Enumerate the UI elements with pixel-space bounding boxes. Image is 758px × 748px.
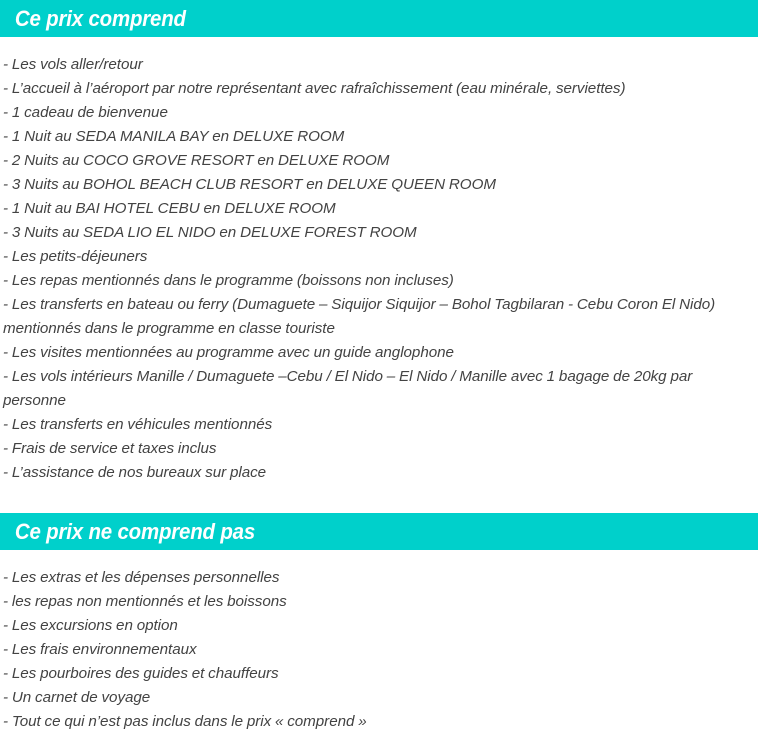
- list-item: - 2 Nuits au COCO GROVE RESORT en DELUXE ROOM: [3, 152, 390, 169]
- list-item: - Un carnet de voyage: [3, 689, 151, 706]
- list-item: - Les vols aller/retour: [3, 56, 143, 73]
- section-body-excluded: [0, 550, 758, 734]
- section-header-included: [0, 0, 758, 37]
- section-header-excluded: [0, 513, 758, 550]
- list-item: - 3 Nuits au SEDA LIO EL NIDO en DELUXE FOREST ROOM: [3, 224, 417, 241]
- list-item: - les repas non mentionnés et les boissons: [3, 593, 287, 610]
- list-item: - L’assistance de nos bureaux sur place: [3, 464, 267, 481]
- list-item: - Les repas mentionnés dans le programme (boissons non incluses): [3, 272, 454, 289]
- list-item: - L’accueil à l’aéroport par notre représentant avec rafraîchissement (eau minérale, serviettes): [3, 80, 626, 97]
- list-item: - Les vols intérieurs Manille / Dumaguete –Cebu / El Nido – El Nido / Manille avec 1 bagage de 20kg par personne: [3, 368, 693, 409]
- list-item: - Frais de service et taxes inclus: [3, 440, 217, 457]
- list-item: - Les visites mentionnées au programme avec un guide anglophone: [3, 344, 454, 361]
- list-item: - Les petits-déjeuners: [3, 248, 148, 265]
- section-title-excluded: Ce prix ne comprend pas: [14, 518, 256, 544]
- list-item: - Tout ce qui n’est pas inclus dans le prix « comprend »: [3, 713, 367, 730]
- section-spacer: [0, 485, 758, 513]
- list-item: - Les excursions en option: [3, 617, 178, 634]
- list-item: - Les pourboires des guides et chauffeurs: [3, 665, 279, 682]
- section-title-included: Ce prix comprend: [14, 5, 186, 31]
- list-item: - 3 Nuits au BOHOL BEACH CLUB RESORT en DELUXE QUEEN ROOM: [3, 176, 496, 193]
- list-item: - Les transferts en véhicules mentionnés: [3, 416, 273, 433]
- list-item: - Les frais environnementaux: [3, 641, 197, 658]
- list-item: - 1 cadeau de bienvenue: [3, 104, 168, 121]
- section-body-included: [0, 37, 758, 485]
- list-item: - Les transferts en bateau ou ferry (Dumaguete – Siquijor Siquijor – Bohol Tagbilaran - Cebu Coron El Nido) mentionnés dans le programme en classe touriste: [3, 296, 716, 337]
- list-item: - Les extras et les dépenses personnelles: [3, 569, 280, 586]
- list-item: - 1 Nuit au BAI HOTEL CEBU en DELUXE ROOM: [3, 200, 336, 217]
- list-item: - 1 Nuit au SEDA MANILA BAY en DELUXE ROOM: [3, 128, 345, 145]
